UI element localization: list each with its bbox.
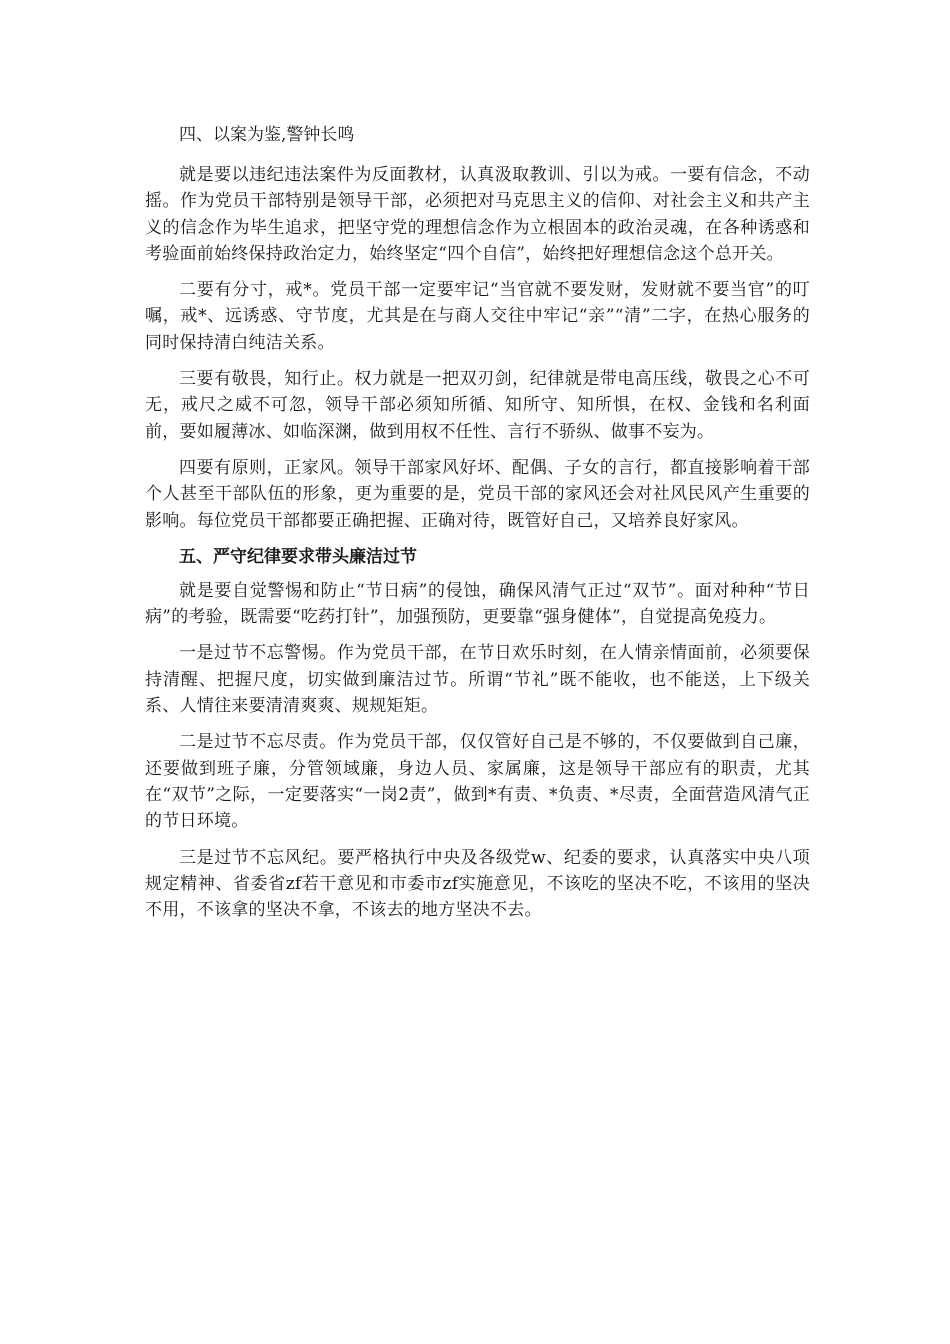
paragraph: 二要有分寸，戒*。党员干部一定要牢记“当官就不要发财，发财就不要当官”的叮嘱，戒*、远诱惑、守节度，尤其是在与商人交往中牢记“亲”“清”二字，在热心服务的同时保持清白纯洁关系。 [145,280,810,353]
paragraph: 就是要自觉警惕和防止“节日病”的侵蚀，确保风清气正过“双节”。面对种种“节日病”的考验，既需要“吃药打针”，加强预防，更要靠“强身健体”，自觉提高免疫力。 [145,580,810,628]
paragraph: 三是过节不忘风纪。要严格执行中央及各级党w、纪委的要求，认真落实中央八项规定精神、省委省zf若干意见和市委市zf实施意见，不该吃的坚决不吃，不该用的坚决不用，不该拿的坚决不拿，不该去的地方坚决不去。 [145,847,810,921]
paragraph: 三要有敬畏，知行止。权力就是一把双刃剑，纪律就是带电高压线，敬畏之心不可无，戒尺之威不可忽，领导干部必须知所循、知所守、知所惧，在权、金钱和名利面前，要如履薄冰、如临深渊，做到用权不任性、言行不骄纵、做事不妄为。 [145,369,810,442]
section-heading-5: 五、严守纪律要求带头廉洁过节 [179,546,417,567]
paragraph: 四要有原则，正家风。领导干部家风好坏、配偶、子女的言行，都直接影响着干部个人甚至干部队伍的形象，更为重要的是，党员干部的家风还会对社风民风产生重要的影响。每位党员干部都要正确把握、正确对待，既管好自己，又培养良好家风。 [145,457,810,531]
document-page [145,122,810,933]
paragraph: 二是过节不忘尽责。作为党员干部，仅仅管好自己是不够的，不仅要做到自己廉，还要做到班子廉，分管领域廉，身边人员、家属廉，这是领导干部应有的职责，尤其在“双节”之际，一定要落实“一岗2责”，做到*有责、*负责、*尽责，全面营造风清气正的节日环境。 [145,732,810,832]
paragraph: 就是要以违纪违法案件为反面教材，认真汲取教训、引以为戒。一要有信念，不动摇。作为党员干部特别是领导干部，必须把对马克思主义的信仰、对社会主义和共产主义的信念作为毕生追求，把坚守党的理想信念作为立根固本的政治灵魂，在各种诱惑和考验面前始终保持政治定力，始终坚定“四个自信”，始终把好理想信念这个总开关。 [145,165,810,264]
section-heading-4: 四、以案为鉴,警钟长鸣 [179,125,355,145]
paragraph: 一是过节不忘警惕。作为党员干部，在节日欢乐时刻，在人情亲情面前，必须要保持清醒、把握尺度，切实做到廉洁过节。所谓“节礼”既不能收，也不能送，上下级关系、人情往来要清清爽爽、规规矩矩。 [145,643,810,717]
